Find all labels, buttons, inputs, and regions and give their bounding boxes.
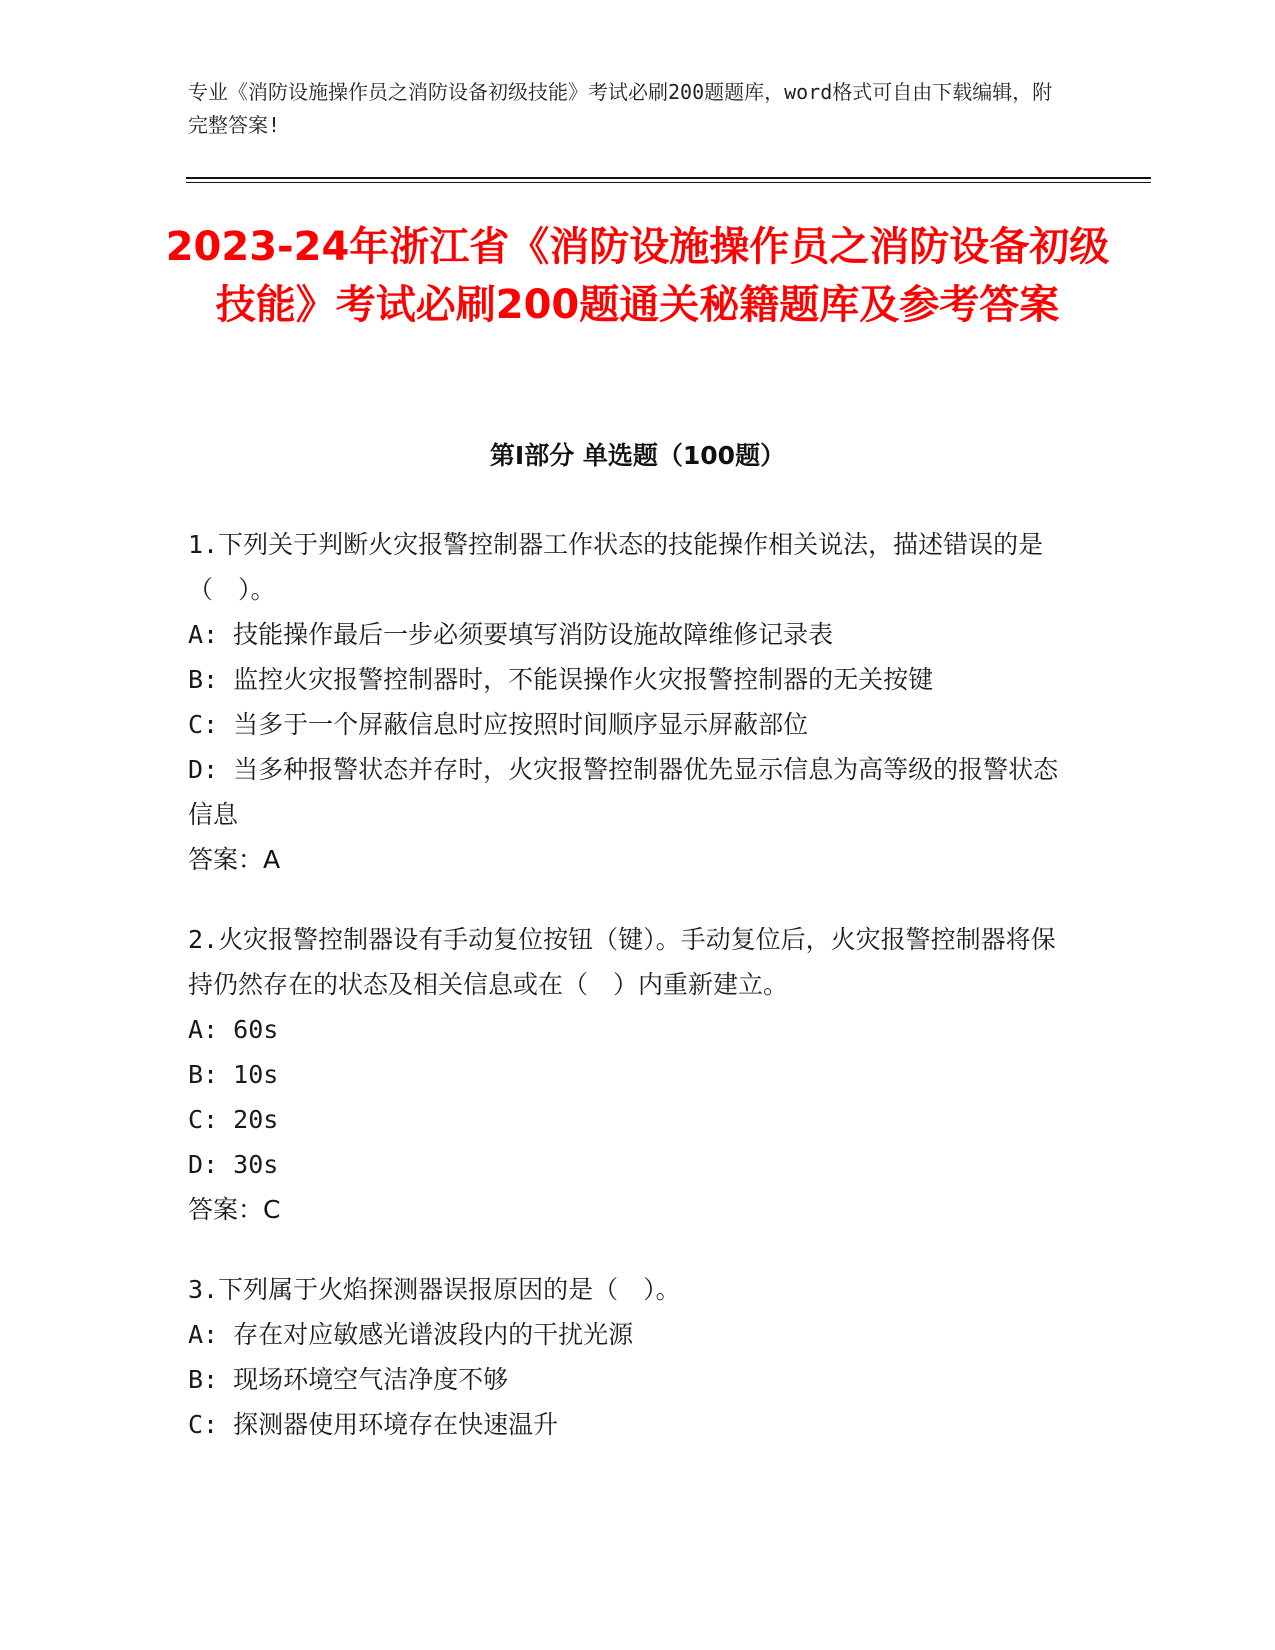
- question-stem: 3.下列属于火焰探测器误报原因的是（ ）。: [188, 1275, 681, 1304]
- question-stem: 1.下列关于判断火灾报警控制器工作状态的技能操作相关说法，描述错误的是（ ）。: [188, 530, 1044, 604]
- option-c: C: 探测器使用环境存在快速温升: [188, 1410, 559, 1439]
- option-a: A: 60s: [188, 1015, 279, 1044]
- header-divider-thin: [186, 182, 1151, 183]
- question-3: [188, 1267, 1068, 1447]
- option-c: C: 20s: [188, 1105, 279, 1134]
- answer-line: 答案：C: [188, 1195, 281, 1224]
- question-2: [188, 917, 1068, 1232]
- option-a: A: 技能操作最后一步必须要填写消防设施故障维修记录表: [188, 620, 834, 649]
- header-note: 专业《消防设施操作员之消防设备初级技能》考试必刷200题题库，word格式可自由下载编辑，附完整答案!: [188, 80, 1053, 137]
- option-c: C: 当多于一个屏蔽信息时应按照时间顺序显示屏蔽部位: [188, 710, 809, 739]
- option-d: D: 30s: [188, 1150, 279, 1179]
- document-title: 2023-24年浙江省《消防设施操作员之消防设备初级技能》考试必刷200题通关秘籍题库及参考答案: [165, 224, 1110, 328]
- answer-line: 答案：A: [188, 845, 281, 874]
- option-b: B: 监控火灾报警控制器时，不能误操作火灾报警控制器的无关按键: [188, 665, 934, 694]
- question-1: [188, 522, 1068, 882]
- question-stem: 2.火灾报警控制器设有手动复位按钮（键）。手动复位后，火灾报警控制器将保持仍然存在的状态及相关信息或在（ ）内重新建立。: [188, 925, 1056, 999]
- question-list: [188, 522, 1068, 1482]
- section-heading: 第I部分 单选题（100题）: [489, 441, 786, 470]
- option-b: B: 10s: [188, 1060, 279, 1089]
- option-b: B: 现场环境空气洁净度不够: [188, 1365, 509, 1394]
- option-d: D: 当多种报警状态并存时，火灾报警控制器优先显示信息为高等级的报警状态信息: [188, 755, 1059, 829]
- option-a: A: 存在对应敏感光谱波段内的干扰光源: [188, 1320, 634, 1349]
- header-divider-thick: [186, 177, 1151, 179]
